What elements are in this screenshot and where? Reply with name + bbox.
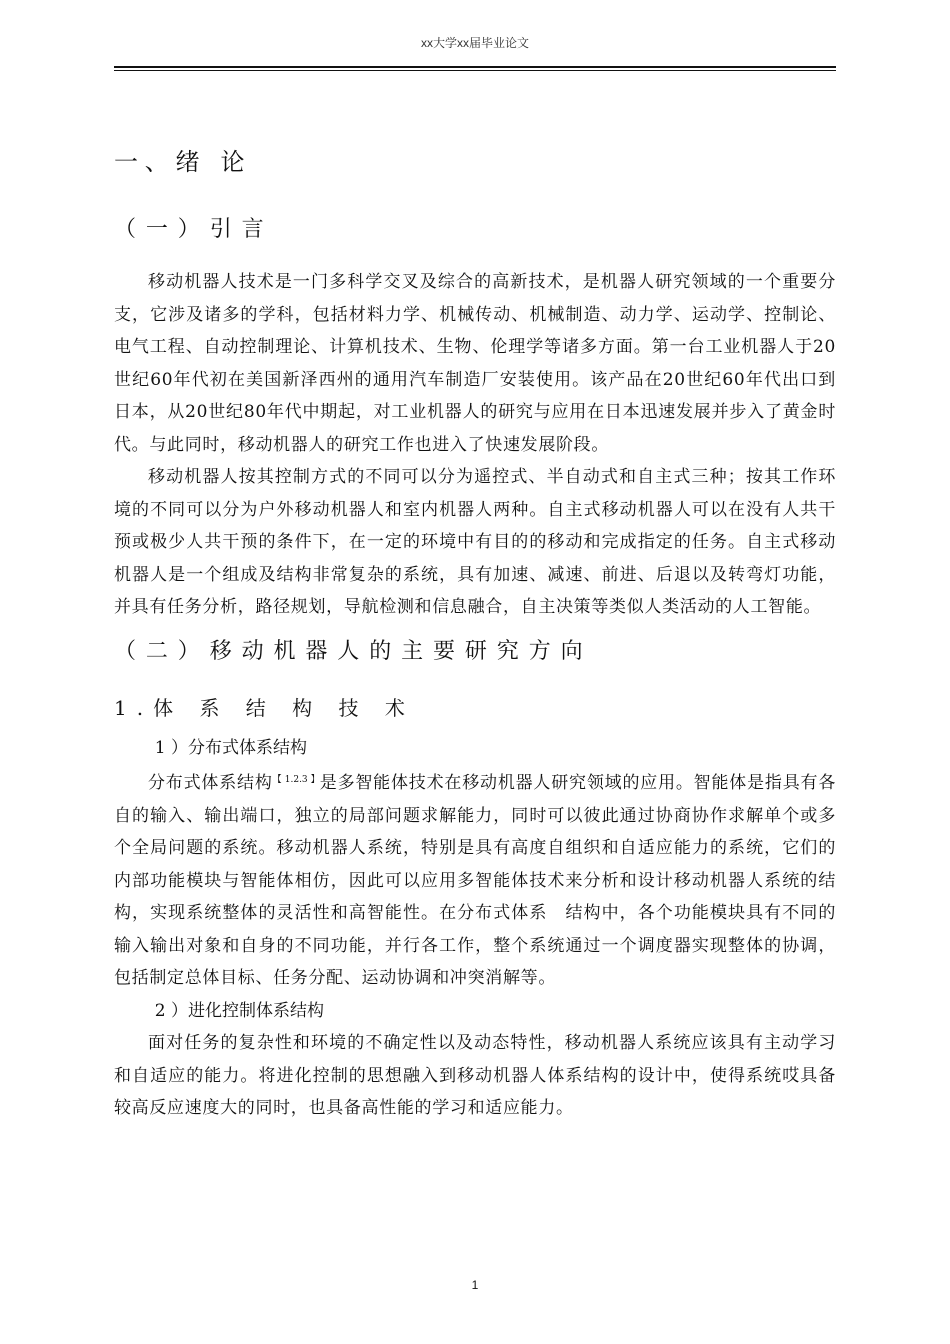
section-title-research-directions: （二）移动机器人的主要研究方向 <box>114 638 593 664</box>
paragraph-evolutionary: 面对任务的复杂性和环境的不确定性以及动态特性，移动机器人系统应该具有主动学习和自适应的能力。将进化控制的思想融入到移动机器人体系结构的设计中，使得系统哎具备较高反应速度大的同时，也具备高性能的学习和适应能力。 <box>114 1033 836 1118</box>
item-label-distributed: 1 ）分布式体系结构 <box>154 737 308 758</box>
item-label-evolutionary: 2 ）进化控制体系结构 <box>154 1000 325 1021</box>
section-title-introduction: （一）引言 <box>114 217 274 242</box>
term-distributed: 分布式体系结构 <box>148 773 273 793</box>
paragraph: 移动机器人技术是一门多科学交叉及综合的高新技术，是机器人研究领域的一个重要分支，它涉及诸多的学科，包括材料力学、机械传动、机械制造、动力学、运动学、控制论、电气工程、自动控制理论、计算机技术、生物、伦理学等诸多方面。第一台工业机器人于20世纪60年代初在美国新泽西州的通用汽车制造厂安装使用。该产品在20世纪60年代出口到日本，从20世纪80年代中期起，对工业机器人的研究与应用在日本迅速发展并步入了黄金时代。与此同时，移动机器人的研究工作也进入了快速发展阶段。 <box>114 272 836 455</box>
citation-marker: 【 1.2.3 】 <box>272 775 320 785</box>
chapter-title: 一、绪 论 <box>114 148 252 176</box>
paragraph-text: 是多智能体技术在移动机器人研究领域的应用。智能体是指具有各自的输入、输出端口，独立的局部问题求解能力，同时可以彼此通过协商协作求解单个或多个全局问题的系统。移动机器人系统，特别是具有高度自组织和自适应能力的系统，它们的内部功能模块与智能体相仿，因此可以应用多智能体技术来分析和设计移动机器人系统的结构，实现系统整体的灵活性和高智能性。在分布式体系 结构中，各个功能模块具有不同的输入输出对象和自身的不同功能，并行各工作，整个系统通过一个调度器实现整体的协调，包括制定总体目标、任务分配、运动协调和冲突消解等。 <box>114 773 836 988</box>
paragraph: 移动机器人按其控制方式的不同可以分为遥控式、半自动式和自主式三种；按其工作环境的不同可以分为户外移动机器人和室内机器人两种。自主式移动机器人可以在没有人共干预或极少人共干预的条件下，在一定的环境中有目的的移动和完成指定的任务。自主式移动机器人是一个组成及结构非常复杂的系统，具有加速、减速、前进、后退以及转弯灯功能，并具有任务分析，路径规划，导航检测和信息融合，自主决策等类似人类活动的人工智能。 <box>114 467 836 617</box>
header-rule-thin <box>114 70 836 71</box>
page-number: 1 <box>471 1278 479 1292</box>
page-header: xx大学xx届毕业论文 <box>420 36 529 50</box>
subsection-title-architecture: 1.体 系 结 构 技 术 <box>114 695 415 720</box>
paragraph-distributed <box>114 764 836 995</box>
header-rule-thick <box>114 66 836 68</box>
document-body <box>114 140 836 1125</box>
